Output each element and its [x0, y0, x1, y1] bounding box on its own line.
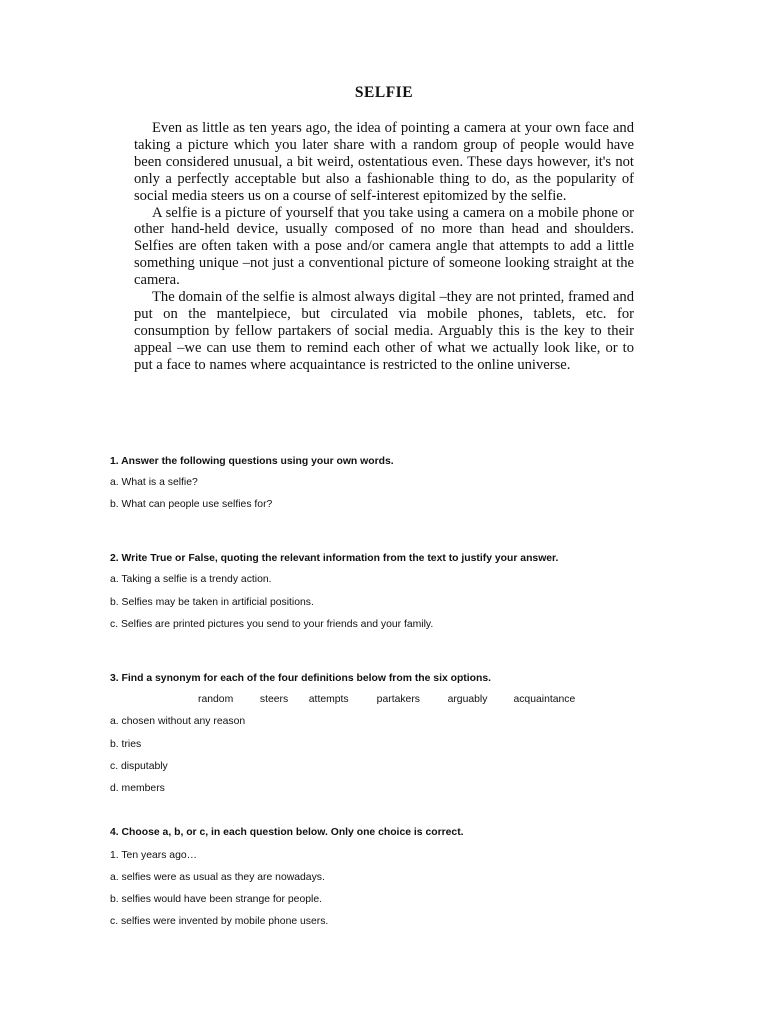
question-2a: a. Taking a selfie is a trendy action.	[110, 574, 272, 585]
word-option: acquaintance	[513, 694, 576, 705]
word-option: partakers	[376, 694, 420, 705]
question-4b: b. selfies would have been strange for people.	[110, 894, 322, 905]
question-3d: d. members	[110, 783, 165, 794]
page-title: SELFIE	[354, 84, 414, 101]
passage-paragraph-3: The domain of the selfie is almost always digital –they are not printed, framed and put on the mantelpiece, but circulated via mobile phones, tablets, etc. for consumption by fellow partakers of social media. Arguably this is the key to their appeal –we can use them to remind each other of what we actually look like, or to put a face to names where acquaintance is restricted to the online universe.	[134, 289, 634, 373]
question-3a: a. chosen without any reason	[110, 716, 246, 727]
question-4a: a. selfies were as usual as they are nowadays.	[110, 872, 325, 883]
word-option: steers	[259, 694, 289, 705]
passage-paragraph-1: Even as little as ten years ago, the idea of pointing a camera at your own face and taking a picture which you later share with a random group of people would have been considered unusual, a bit weird, ostentatious even. These days however, it's not only a perfectly acceptable but also a fashionable thing to do, as the popularity of social media steers us on a course of self-interest epitomized by the selfie.	[134, 120, 634, 204]
question-1a: a. What is a selfie?	[110, 477, 198, 488]
word-option: random	[198, 694, 234, 705]
question-1b: b. What can people use selfies for?	[110, 499, 273, 510]
question-2-heading: 2. Write True or False, quoting the relevant information from the text to justify your answer.	[110, 553, 559, 564]
question-2b: b. Selfies may be taken in artificial positions.	[110, 597, 314, 608]
passage-paragraph-2: A selfie is a picture of yourself that you take using a camera on a mobile phone or other hand-held device, usually composed of no more than head and shoulders. Selfies are often taken with a pose and/or camera angle that attempts to add a little something unique –not just a conventional picture of someone looking straight at the camera.	[134, 204, 634, 289]
word-option: attempts	[308, 694, 349, 705]
question-1-heading: 1. Answer the following questions using your own words.	[110, 456, 394, 467]
question-3-heading: 3. Find a synonym for each of the four definitions below from the six options.	[110, 673, 492, 684]
reading-passage	[134, 120, 634, 374]
word-bank	[198, 694, 575, 705]
question-2c: c. Selfies are printed pictures you send to your friends and your family.	[110, 619, 434, 630]
word-option: arguably	[447, 694, 488, 705]
question-3b: b. tries	[110, 739, 142, 750]
question-4-heading: 4. Choose a, b, or c, in each question below. Only one choice is correct.	[110, 827, 464, 838]
question-4-item-1: 1. Ten years ago…	[110, 850, 198, 861]
question-3c: c. disputably	[110, 761, 168, 772]
question-4c: c. selfies were invented by mobile phone users.	[110, 916, 329, 927]
